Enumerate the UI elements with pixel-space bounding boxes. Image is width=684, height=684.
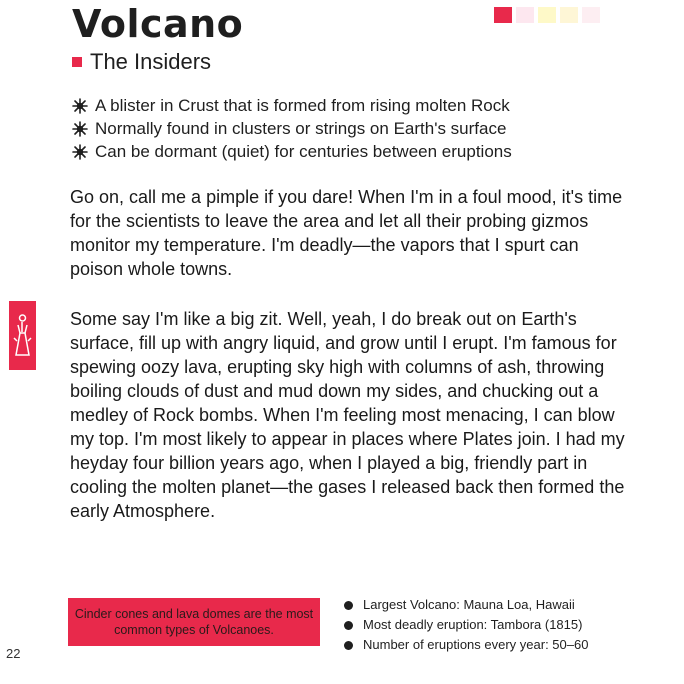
side-tab — [9, 301, 36, 370]
volcano-character-icon — [12, 311, 33, 359]
fact-item — [72, 94, 632, 117]
callout-text: Cinder cones and lava domes are the most common types of Volcanoes. — [74, 607, 314, 637]
swatch-4 — [560, 7, 578, 23]
stat-item — [344, 595, 644, 615]
fact-text: Can be dormant (quiet) for centuries between eruptions — [95, 142, 512, 161]
stat-item — [344, 615, 644, 635]
fact-item — [72, 140, 632, 163]
fact-text: A blister in Crust that is formed from rising molten Rock — [95, 96, 510, 115]
callout-box — [68, 598, 320, 646]
dot-bullet-icon — [344, 641, 353, 650]
dot-bullet-icon — [344, 601, 353, 610]
swatch-2 — [516, 7, 534, 23]
square-bullet-icon — [72, 57, 82, 67]
swatch-3 — [538, 7, 556, 23]
star-bullet-icon — [72, 98, 88, 114]
fact-list — [72, 94, 632, 163]
dot-bullet-icon — [344, 621, 353, 630]
color-swatches — [494, 7, 600, 23]
stat-text: Most deadly eruption: Tambora (1815) — [363, 617, 583, 632]
subtitle-text: The Insiders — [90, 49, 212, 74]
stat-text: Largest Volcano: Mauna Loa, Hawaii — [363, 597, 575, 612]
swatch-5 — [582, 7, 600, 23]
body-paragraph-1: Go on, call me a pimple if you dare! When I'm in a foul mood, it's time for the scientists to leave the area and let all their probing gizmos monitor my temperature. I'm deadly—the vapors that I spurt can poison whole towns. — [70, 187, 623, 279]
body-paragraph-2: Some say I'm like a big zit. Well, yeah, I do break out on Earth's surface, fill up with angry liquid, and grow until I erupt. I'm famous for spewing oozy lava, erupting sky high with columns of ash, throwing boiling clouds of dust and mud down my sides, and chucking out a medley of Rock bombs. When I'm feeling most menacing, I can blow my top. I'm most likely to appear in places where Plates join. I had my heyday four billion years ago, when I played a big, friendly part in cooling the molten planet—the gases I released back then formed the early Atmosphere. — [70, 309, 625, 521]
star-bullet-icon — [72, 144, 88, 160]
stats-list — [344, 595, 644, 655]
page-title: Volcano — [72, 2, 244, 46]
page-number: 22 — [6, 646, 21, 661]
stat-text: Number of eruptions every year: 50–60 — [363, 637, 589, 652]
stat-item — [344, 635, 644, 655]
star-bullet-icon — [72, 121, 88, 137]
fact-text: Normally found in clusters or strings on Earth's surface — [95, 119, 507, 138]
page-subtitle — [72, 49, 211, 75]
swatch-1 — [494, 7, 512, 23]
fact-item — [72, 117, 632, 140]
